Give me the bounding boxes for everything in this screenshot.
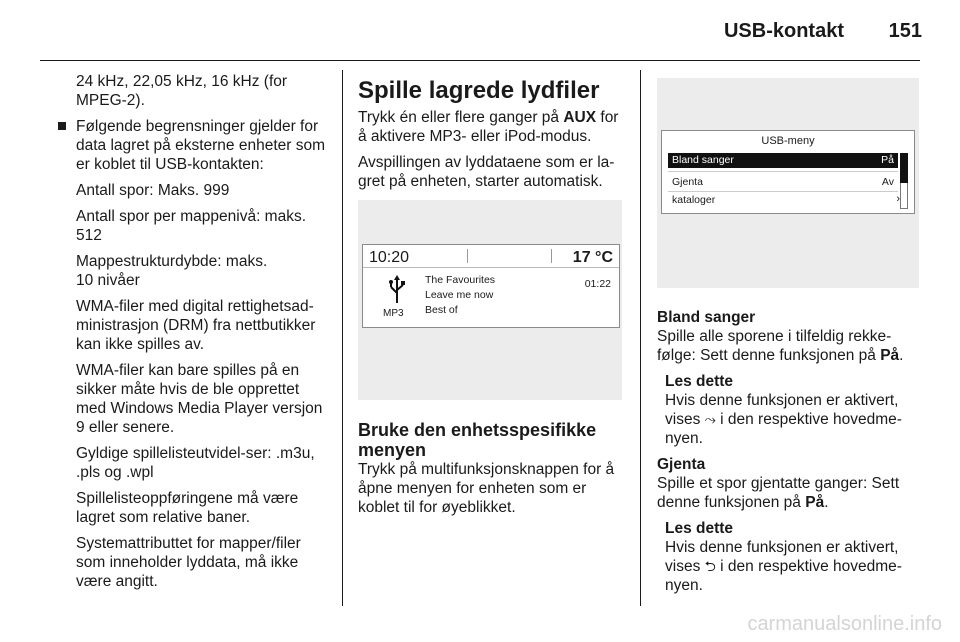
display-temperature: 17 °C [572, 249, 613, 266]
repeat-post: . [824, 494, 829, 511]
note-post: i den respektive hovedme-nyen. [665, 411, 902, 447]
paragraph-drm: WMA-filer med digital rettighetsad-ministrasjon (DRM) fra nettbutikker kan ikke spilles av. [76, 298, 316, 353]
paragraph-wma: WMA-filer kan bare spilles på en sikker måte hvis de ble opprettet med Windows Media Player versjon 9 eller senere. [76, 362, 323, 436]
scrollbar-thumb [900, 153, 908, 183]
paragraph-aux [358, 108, 624, 146]
menu-row-value: På [881, 154, 894, 166]
usb-menu-display [661, 130, 915, 214]
display-divider [363, 267, 619, 268]
note-label: Les dette [665, 373, 734, 390]
audio-display [362, 244, 620, 328]
column-2-lower [358, 420, 624, 524]
aux-key: AUX [563, 109, 597, 126]
aux-post: for å aktivere MP3- eller iPod-modus. [358, 109, 619, 145]
menu-row-value: Av [881, 176, 894, 188]
menu-row-selected [668, 153, 898, 168]
heading-device-menu: Bruke den enhetsspesifikke menyen [358, 420, 597, 460]
shuffle-icon: ⤳ [704, 411, 716, 427]
paragraph-tracks: Antall spor: Maks. 999 [76, 182, 230, 199]
menu-row [668, 175, 898, 190]
bullet-text: Følgende begrensninger gjelder for data lagret på eksterne enheter som er koblet til USB-kontakten: [76, 118, 326, 173]
menu-row-label: Bland sanger [672, 154, 734, 166]
section-title: USB-kontakt [723, 20, 844, 42]
paragraph-attributes: Systemattributtet for mapper/filer som inneholder lyddata, må ikke være angitt. [76, 535, 301, 590]
paragraph-playlist-paths: Spillelisteoppføringene må være lagret som relative baner. [76, 490, 299, 526]
paragraph-playlist-ext: Gyldige spillelisteutvidel-ser: .m3u, .pls og .wpl [76, 445, 315, 481]
paragraph-repeat [657, 474, 923, 512]
note-label: Les dette [665, 520, 734, 537]
note-repeat [657, 519, 923, 595]
bullet-item [58, 117, 328, 174]
display-track-lines [425, 273, 495, 318]
display-separator [467, 249, 468, 263]
usb-menu-illustration [657, 78, 919, 288]
column-2 [358, 72, 624, 198]
aux-pre: Trykk én eller flere ganger på [358, 109, 564, 126]
menu-row-label: Gjenta [672, 176, 703, 188]
column-3 [657, 308, 923, 595]
bullet-square-icon [58, 122, 66, 130]
display-separator [551, 249, 552, 263]
display-source: MP3 [383, 308, 404, 319]
heading-repeat: Gjenta [657, 456, 706, 473]
menu-title: USB-meny [761, 135, 815, 147]
header-divider [40, 60, 920, 61]
track-line: Best of [425, 304, 458, 316]
heading-play-files: Spille lagrede lydfiler [358, 77, 600, 104]
page-number: 151 [888, 20, 922, 42]
column-divider-1 [342, 70, 343, 606]
note-text [665, 538, 923, 595]
paragraph-device-menu: Trykk på multifunksjonsknappen for å åpne menyen for enheten som er koblet til for øyeblikket. [358, 461, 615, 516]
note-text [665, 391, 923, 448]
paragraph-shuffle [657, 327, 923, 365]
heading-shuffle: Bland sanger [657, 309, 756, 326]
repeat-key: På [805, 494, 825, 511]
folder-depth-label: Mappestrukturdybde: maks. [76, 253, 268, 270]
paragraph-autoplay: Avspillingen av lyddataene som er la-gret på enheten, starter automatisk. [358, 154, 615, 190]
display-duration: 01:22 [584, 278, 611, 290]
note-post: i den respektive hovedme-nyen. [665, 558, 902, 594]
page-header [0, 0, 960, 60]
menu-row [668, 193, 898, 208]
paragraph-tracks-per-folder: Antall spor per mappenivå: maks. 512 [76, 208, 307, 244]
menu-divider [668, 191, 898, 192]
column-1 [58, 72, 328, 598]
paragraph-cont: 24 kHz, 22,05 kHz, 16 kHz (for MPEG-2). [76, 73, 288, 109]
shuffle-post: . [899, 347, 904, 364]
shuffle-pre: Spille alle sporene i tilfeldig rekke-følge: Sett denne funksjonen på [657, 328, 892, 364]
shuffle-key: På [880, 347, 900, 364]
menu-row-label: kataloger [672, 194, 716, 206]
audio-screen-illustration [358, 200, 622, 400]
chevron-right-icon: › [896, 193, 900, 205]
track-line: Leave me now [425, 289, 494, 301]
repeat-pre: Spille et spor gjentatte ganger: Sett denne funksjonen på [657, 475, 900, 511]
menu-divider [668, 171, 898, 172]
folder-depth-value: 10 nivåer [76, 272, 140, 289]
display-time: 10:20 [369, 249, 410, 266]
note-pre: Hvis denne funksjonen er aktivert, vises [665, 539, 899, 575]
paragraph-folder-depth [58, 252, 328, 290]
repeat-icon: ⮌ [704, 558, 716, 574]
note-shuffle [657, 372, 923, 448]
usb-icon [387, 275, 407, 305]
watermark: carmanualsonline.info [747, 613, 942, 635]
track-line: The Favourites [425, 274, 496, 286]
note-pre: Hvis denne funksjonen er aktivert, vises [665, 392, 899, 428]
column-divider-2 [640, 70, 641, 606]
